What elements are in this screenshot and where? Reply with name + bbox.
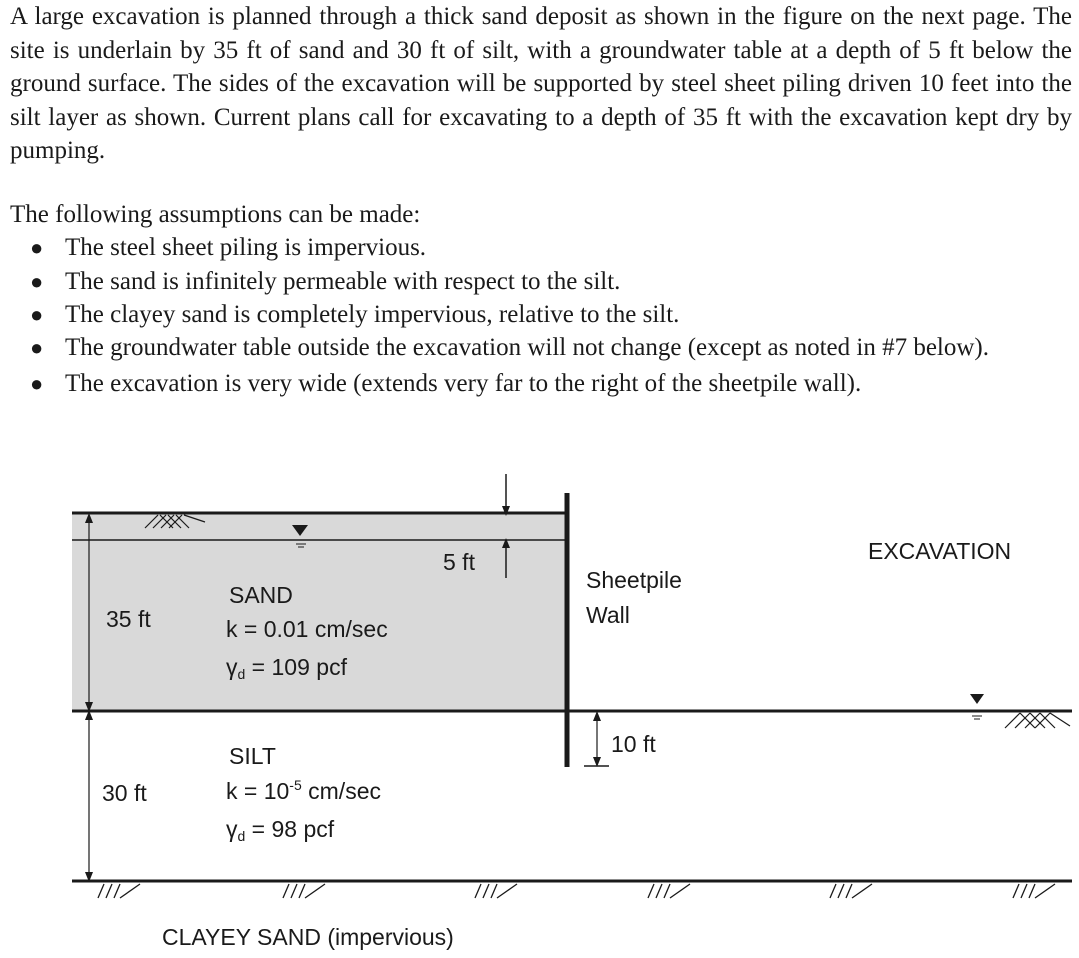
- silt-thickness-label: 30 ft: [102, 780, 147, 806]
- assumption-text: The sand is infinitely permeable with respect to the silt.: [65, 267, 621, 295]
- sand-permeability: k = 0.01 cm/sec: [226, 616, 388, 642]
- assumption-text: The clayey sand is completely impervious, relative to the silt.: [65, 301, 680, 328]
- assumption-text: The excavation is very wide (extends very far to the right of the sheetpile wall).: [65, 369, 862, 397]
- excavation-ground-hatch-icon: [1005, 713, 1070, 728]
- sand-thickness-label: 35 ft: [106, 606, 151, 632]
- assumptions-intro: The following assumptions can be made:: [10, 200, 421, 228]
- silt-unit-weight: γd = 98 pcf: [226, 816, 335, 844]
- wall-label-line1: Sheetpile: [586, 567, 682, 593]
- bullet-icon: ●: [30, 302, 44, 327]
- bullet-icon: ●: [30, 370, 44, 396]
- silt-permeability: $k = 10^{-5}$ cm/sec: [226, 777, 381, 804]
- problem-paragraph: A large excavation is planned through a thick sand deposit as shown in the figure on the next page. The site is underlain by 35 ft of sand and 30 ft of silt, with a groundwater table at a depth of 5 ft below the ground surface. The sides of the excavation will be supported by steel sheet piling driven 10 feet into the silt layer as shown. Current plans call for excavating to a depth of 35 ft with the excavation kept dry by pumping.: [10, 3, 1072, 164]
- assumption-text: The groundwater table outside the excavation will not change (except as noted in #7 below).: [65, 333, 989, 361]
- sand-unit-weight: γd = 109 pcf: [226, 654, 347, 682]
- wt-depth-label: 5 ft: [443, 549, 475, 575]
- bullet-icon: ●: [30, 334, 44, 360]
- base-hatch-icon: [98, 884, 1055, 898]
- excavation-label: EXCAVATION: [868, 538, 1012, 564]
- bullet-icon: ●: [30, 268, 44, 294]
- bullet-icon: ●: [30, 235, 44, 260]
- excavation-water-level-icon: [970, 694, 984, 719]
- base-layer-label: CLAYEY SAND (impervious): [162, 924, 454, 950]
- assumption-text: The steel sheet piling is impervious.: [65, 234, 427, 261]
- silt-name: SILT: [229, 743, 276, 769]
- embedment-label: 10 ft: [611, 731, 656, 757]
- sand-name: SAND: [229, 582, 293, 608]
- wall-label-line2: Wall: [586, 602, 630, 628]
